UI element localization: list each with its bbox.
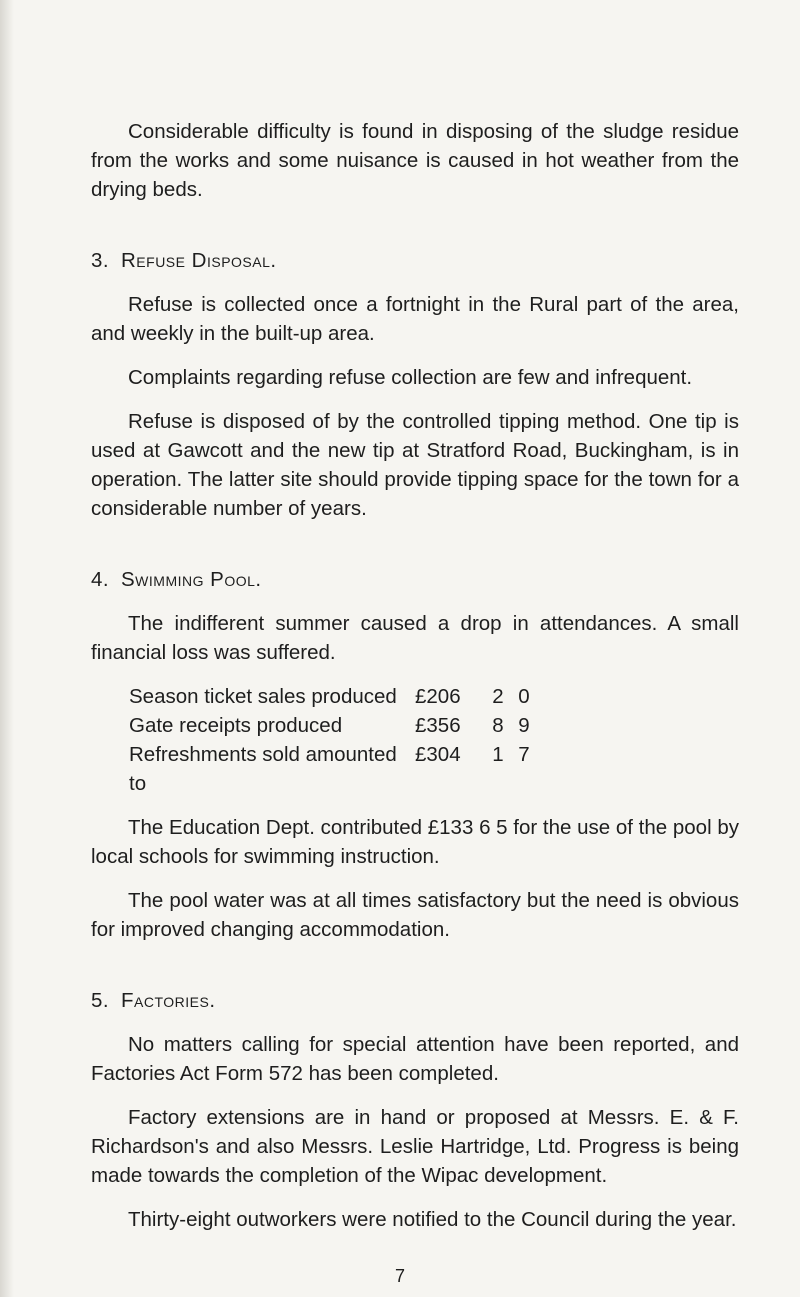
section-heading-swimming-pool [91,565,739,594]
row-pounds: £206 [415,685,461,708]
page-edge-shadow [0,0,14,1297]
section-heading-refuse-disposal [91,246,739,275]
row-shillings: 1 [492,743,504,766]
row-pounds: £356 [415,714,461,737]
section-title: Refuse Disposal. [121,249,277,272]
swimming-paragraph-2: The pool water was at all times satisfactory but the need is obvious for improved changing accommodation. [91,889,739,941]
row-pence: 9 [518,714,530,737]
factories-paragraph-3: Thirty-eight outworkers were notified to the Council during the year. [128,1208,737,1231]
row-pounds: £304 [415,743,461,766]
refuse-paragraph-3: Refuse is disposed of by the controlled tipping method. One tip is used at Gawcott and the new tip at Stratford Road, Buckingham, is in operation. The latter site should provide tipping space for the town for a considerable number of years. [91,410,739,520]
table-row [129,740,537,798]
swimming-paragraph-1: The Education Dept. contributed £133 6 5 for the use of the pool by local schools for swimming instruction. [91,816,739,868]
row-label: Gate receipts produced [129,714,343,737]
factories-paragraph-2: Factory extensions are in hand or proposed at Messrs. E. & F. Richardson's and also Messrs. Leslie Hartridge, Ltd. Progress is being made towards the completion of the Wipac development. [91,1106,739,1187]
table-row [129,682,537,711]
section-number: 3. [91,249,110,272]
section-number: 4. [91,568,110,591]
refuse-paragraph-2: Complaints regarding refuse collection are few and infrequent. [128,366,693,389]
swimming-finance-table [129,682,537,798]
row-label: Refreshments sold amounted to [129,743,397,795]
factories-paragraph-1: No matters calling for special attention have been reported, and Factories Act Form 572 has been completed. [91,1033,739,1085]
page-number: 7 [394,1266,405,1286]
section-title: Factories. [121,989,216,1012]
table-row [129,711,537,740]
refuse-paragraph-1: Refuse is collected once a fortnight in the Rural part of the area, and weekly in the built-up area. [91,293,739,345]
row-shillings: 2 [492,685,504,708]
section-title: Swimming Pool. [121,568,262,591]
swimming-intro-paragraph: The indifferent summer caused a drop in attendances. A small financial loss was suffered. [91,612,739,664]
row-label: Season ticket sales produced [129,685,397,708]
section-heading-factories [91,986,739,1015]
row-pence: 0 [518,685,530,708]
intro-paragraph: Considerable difficulty is found in disposing of the sludge residue from the works and some nuisance is caused in hot weather from the drying beds. [91,120,739,201]
row-shillings: 8 [492,714,504,737]
row-pence: 7 [518,743,530,766]
page-content [91,117,739,1234]
section-number: 5. [91,989,110,1012]
